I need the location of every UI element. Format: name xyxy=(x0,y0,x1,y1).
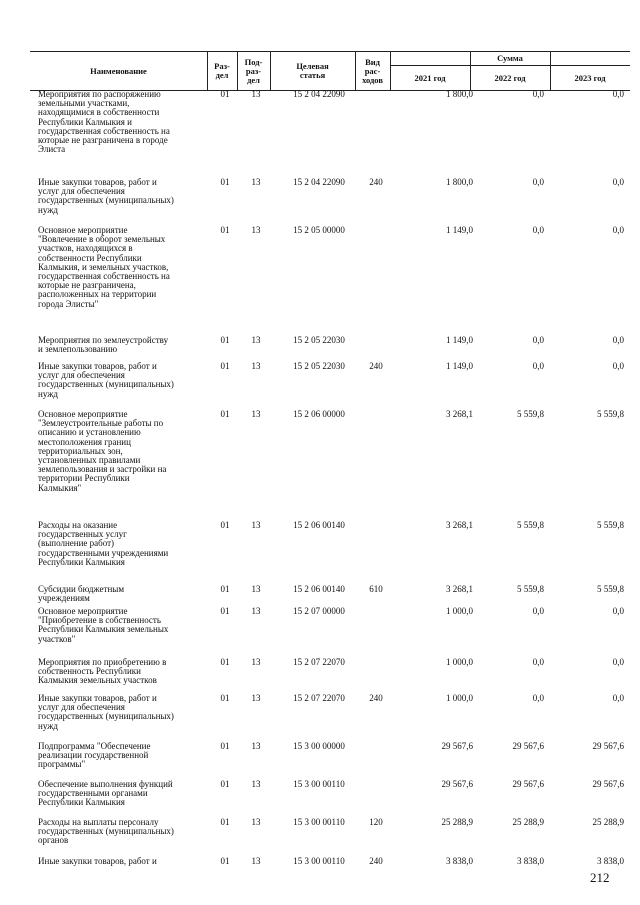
row-name-line: государственная собственность на xyxy=(38,125,170,136)
row-name-line: землепользования и застройки на xyxy=(38,464,167,475)
row-sum-2022: 0,0 xyxy=(532,693,544,703)
row-expense-type: 240 xyxy=(369,856,383,866)
row-name-line: и землепользованию xyxy=(38,344,118,355)
row-podrazdel: 13 xyxy=(251,225,261,235)
row-name-line: "Вовлечение в оборот земельных xyxy=(38,234,166,245)
row-name xyxy=(38,226,210,309)
header-podrazdel: Под- раз- дел xyxy=(244,56,263,85)
row-sum-2022: 25 288,9 xyxy=(512,817,544,827)
row-razdel: 01 xyxy=(220,89,230,99)
row-sum-2021: 3 838,0 xyxy=(446,856,473,866)
row-razdel: 01 xyxy=(220,177,230,187)
row-target-article: 15 2 04 22090 xyxy=(293,89,345,99)
row-name-line: земельными участками, xyxy=(38,98,130,109)
row-name-line: органов xyxy=(38,835,69,846)
row-sum-2022: 0,0 xyxy=(532,89,544,99)
row-name-line: государственная собственность на xyxy=(38,271,170,282)
row-razdel: 01 xyxy=(220,584,230,594)
row-expense-type: 240 xyxy=(369,361,383,371)
row-target-article: 15 3 00 00000 xyxy=(293,741,345,751)
row-name xyxy=(38,742,210,770)
row-name-line: Иные закупки товаров, работ и xyxy=(38,177,157,187)
row-name-line: собственности Республики xyxy=(38,252,142,263)
row-name-line: Основное мероприятие xyxy=(38,225,128,235)
row-name-line: которые не разграничена, xyxy=(38,280,136,291)
row-sum-2023: 5 559,8 xyxy=(597,520,624,530)
row-name-line: "Приобретение в собственность xyxy=(38,615,161,626)
row-name-line: государственными органами xyxy=(38,788,148,799)
row-name-line: услуг для обеспечения xyxy=(38,702,125,713)
row-podrazdel: 13 xyxy=(251,520,261,530)
row-sum-2023: 0,0 xyxy=(612,606,624,616)
row-target-article: 15 3 00 00110 xyxy=(293,779,345,789)
row-target-article: 15 2 05 22030 xyxy=(293,361,345,371)
header-year-2021: 2021 год xyxy=(414,72,446,83)
row-name xyxy=(38,857,210,866)
row-name-line: Калмыкия" xyxy=(38,482,82,493)
row-name-line: установленных правилами xyxy=(38,455,141,466)
row-podrazdel: 13 xyxy=(251,606,261,616)
row-name-line: Иные закупки товаров, работ и xyxy=(38,693,157,703)
row-name xyxy=(38,694,210,731)
row-razdel: 01 xyxy=(220,225,230,235)
row-name-line: которые не разграничена в городе xyxy=(38,135,168,146)
row-podrazdel: 13 xyxy=(251,361,261,371)
row-expense-type: 610 xyxy=(369,584,383,594)
header-sum: Сумма xyxy=(497,53,523,63)
row-sum-2023: 5 559,8 xyxy=(597,584,624,594)
row-name-line: участков, находящихся в xyxy=(38,243,133,254)
row-sum-2023: 0,0 xyxy=(612,89,624,99)
row-name-line: реализации государственной xyxy=(38,750,149,761)
row-name xyxy=(38,90,210,154)
row-podrazdel: 13 xyxy=(251,817,261,827)
row-razdel: 01 xyxy=(220,606,230,616)
row-target-article: 15 2 05 00000 xyxy=(293,225,345,235)
row-sum-2023: 0,0 xyxy=(612,361,624,371)
row-name-line: Основное мероприятие xyxy=(38,606,128,616)
row-target-article: 15 3 00 00110 xyxy=(293,817,345,827)
row-target-article: 15 2 07 22070 xyxy=(293,657,345,667)
row-sum-2022: 0,0 xyxy=(532,177,544,187)
row-name xyxy=(38,585,210,603)
row-sum-2022: 0,0 xyxy=(532,606,544,616)
row-sum-2023: 0,0 xyxy=(612,335,624,345)
row-sum-2023: 0,0 xyxy=(612,657,624,667)
row-razdel: 01 xyxy=(220,409,230,419)
row-name xyxy=(38,410,210,493)
row-name-line: Основное мероприятие xyxy=(38,409,128,419)
row-sum-2021: 1 149,0 xyxy=(446,361,473,371)
header-year-2022: 2022 год xyxy=(494,72,526,83)
row-name-line: нужд xyxy=(38,204,58,215)
header-target-article: Целевая статья xyxy=(296,61,329,80)
row-sum-2021: 29 567,6 xyxy=(441,779,473,789)
row-sum-2021: 3 268,1 xyxy=(446,584,473,594)
row-name-line: находящимися в собственности xyxy=(38,107,160,118)
row-sum-2023: 29 567,6 xyxy=(592,741,624,751)
header-year-2023: 2023 год xyxy=(574,72,606,83)
row-name-line: участков" xyxy=(38,633,76,644)
row-name-line: "Землеустроительные работы по xyxy=(38,418,164,429)
row-razdel: 01 xyxy=(220,856,230,866)
row-sum-2023: 0,0 xyxy=(612,177,624,187)
row-sum-2023: 29 567,6 xyxy=(592,779,624,789)
row-razdel: 01 xyxy=(220,817,230,827)
row-target-article: 15 2 07 22070 xyxy=(293,693,345,703)
row-razdel: 01 xyxy=(220,741,230,751)
row-name-line: государственными учреждениями xyxy=(38,547,169,558)
row-podrazdel: 13 xyxy=(251,89,261,99)
row-target-article: 15 2 06 00140 xyxy=(293,520,345,530)
row-sum-2021: 1 800,0 xyxy=(446,177,473,187)
row-podrazdel: 13 xyxy=(251,584,261,594)
row-target-article: 15 2 07 00000 xyxy=(293,606,345,616)
row-podrazdel: 13 xyxy=(251,856,261,866)
row-name-line: нужд xyxy=(38,388,58,399)
row-sum-2022: 5 559,8 xyxy=(517,409,544,419)
row-name-line: Подпрограмма "Обеспечение xyxy=(38,741,151,751)
row-name xyxy=(38,607,210,644)
row-sum-2021: 1 000,0 xyxy=(446,693,473,703)
row-razdel: 01 xyxy=(220,657,230,667)
row-sum-2021: 1 000,0 xyxy=(446,606,473,616)
row-name-line: описанию и установлению xyxy=(38,427,141,438)
row-podrazdel: 13 xyxy=(251,409,261,419)
row-name-line: Мероприятия по приобретению в xyxy=(38,657,167,667)
row-target-article: 15 2 05 22030 xyxy=(293,335,345,345)
row-name-line: Субсидии бюджетным xyxy=(38,584,125,594)
row-name xyxy=(38,336,210,354)
row-name-line: территориальных зон, xyxy=(38,445,123,456)
row-sum-2022: 0,0 xyxy=(532,225,544,235)
row-sum-2021: 29 567,6 xyxy=(441,741,473,751)
row-name-line: нужд xyxy=(38,720,58,731)
row-name-line: услуг для обеспечения xyxy=(38,186,125,197)
row-podrazdel: 13 xyxy=(251,657,261,667)
row-name-line: Республики Калмыкия земельных xyxy=(38,624,169,635)
row-sum-2021: 1 149,0 xyxy=(446,225,473,235)
row-name-line: местоположения границ xyxy=(38,436,131,447)
row-razdel: 01 xyxy=(220,779,230,789)
row-name-line: государственных (муниципальных) xyxy=(38,826,174,837)
row-name-line: Элиста xyxy=(38,144,66,155)
row-podrazdel: 13 xyxy=(251,693,261,703)
row-name xyxy=(38,178,210,215)
row-expense-type: 240 xyxy=(369,177,383,187)
row-name-line: программы" xyxy=(38,759,86,770)
row-name-line: услуг для обеспечения xyxy=(38,370,125,381)
row-sum-2021: 1 000,0 xyxy=(446,657,473,667)
row-sum-2021: 25 288,9 xyxy=(441,817,473,827)
row-sum-2023: 5 559,8 xyxy=(597,409,624,419)
row-razdel: 01 xyxy=(220,361,230,371)
row-name-line: собственность Республики xyxy=(38,666,141,677)
row-sum-2021: 3 268,1 xyxy=(446,409,473,419)
header-expense-type: Вид рас- ходов xyxy=(362,56,383,85)
row-razdel: 01 xyxy=(220,335,230,345)
row-name-line: Иные закупки товаров, работ и xyxy=(38,361,157,371)
row-name xyxy=(38,658,210,686)
row-name-line: Расходы на выплаты персоналу xyxy=(38,817,159,827)
row-sum-2022: 3 838,0 xyxy=(517,856,544,866)
row-name-line: государственных (муниципальных) xyxy=(38,379,174,390)
row-sum-2022: 0,0 xyxy=(532,657,544,667)
row-expense-type: 240 xyxy=(369,693,383,703)
row-name xyxy=(38,818,210,846)
row-sum-2022: 29 567,6 xyxy=(512,741,544,751)
row-name-line: Расходы на оказание xyxy=(38,520,118,530)
row-name-line: государственных (муниципальных) xyxy=(38,195,174,206)
page-number: 212 xyxy=(590,870,610,885)
row-name-line: Калмыкия земельных участков xyxy=(38,675,157,686)
row-name-line: Мероприятия по землеустройству xyxy=(38,335,169,345)
row-name-line: учреждениям xyxy=(38,593,90,604)
row-name xyxy=(38,521,210,567)
row-expense-type: 120 xyxy=(369,817,383,827)
row-sum-2021: 1 800,0 xyxy=(446,89,473,99)
row-name-line: государственных (муниципальных) xyxy=(38,711,174,722)
row-name-line: расположенных на территории xyxy=(38,289,157,300)
row-target-article: 15 2 06 00000 xyxy=(293,409,345,419)
row-podrazdel: 13 xyxy=(251,779,261,789)
row-name-line: Обеспечение выполнения функций xyxy=(38,779,173,789)
row-name-line: города Элисты" xyxy=(38,298,99,309)
row-sum-2023: 0,0 xyxy=(612,225,624,235)
row-name xyxy=(38,362,210,399)
row-razdel: 01 xyxy=(220,520,230,530)
row-sum-2022: 0,0 xyxy=(532,335,544,345)
row-sum-2022: 0,0 xyxy=(532,361,544,371)
row-sum-2021: 3 268,1 xyxy=(446,520,473,530)
row-name-line: Калмыкия, и земельных участков, xyxy=(38,261,169,272)
row-target-article: 15 3 00 00110 xyxy=(293,856,345,866)
row-sum-2023: 0,0 xyxy=(612,693,624,703)
row-name-line: Республики Калмыкия xyxy=(38,797,125,808)
row-podrazdel: 13 xyxy=(251,335,261,345)
row-name-line: государственных услуг xyxy=(38,529,127,540)
row-podrazdel: 13 xyxy=(251,741,261,751)
row-name-line: Иные закупки товаров, работ и xyxy=(38,856,157,866)
row-sum-2021: 1 149,0 xyxy=(446,335,473,345)
row-target-article: 15 2 04 22090 xyxy=(293,177,345,187)
row-sum-2023: 3 838,0 xyxy=(597,856,624,866)
row-name-line: территории Республики xyxy=(38,473,130,484)
header-name: Наименование xyxy=(90,65,147,76)
row-sum-2022: 29 567,6 xyxy=(512,779,544,789)
row-sum-2022: 5 559,8 xyxy=(517,520,544,530)
row-name-line: (выполнение работ) xyxy=(38,538,115,549)
row-name-line: Республики Калмыкия xyxy=(38,556,125,567)
row-name-line: Республики Калмыкия и xyxy=(38,116,132,127)
table-header xyxy=(30,51,630,91)
row-target-article: 15 2 06 00140 xyxy=(293,584,345,594)
row-podrazdel: 13 xyxy=(251,177,261,187)
header-razdel: Раз- дел xyxy=(214,61,230,80)
row-name xyxy=(38,780,210,808)
row-razdel: 01 xyxy=(220,693,230,703)
row-name-line: Мероприятия по распоряжению xyxy=(38,89,161,99)
row-sum-2023: 25 288,9 xyxy=(592,817,624,827)
row-sum-2022: 5 559,8 xyxy=(517,584,544,594)
